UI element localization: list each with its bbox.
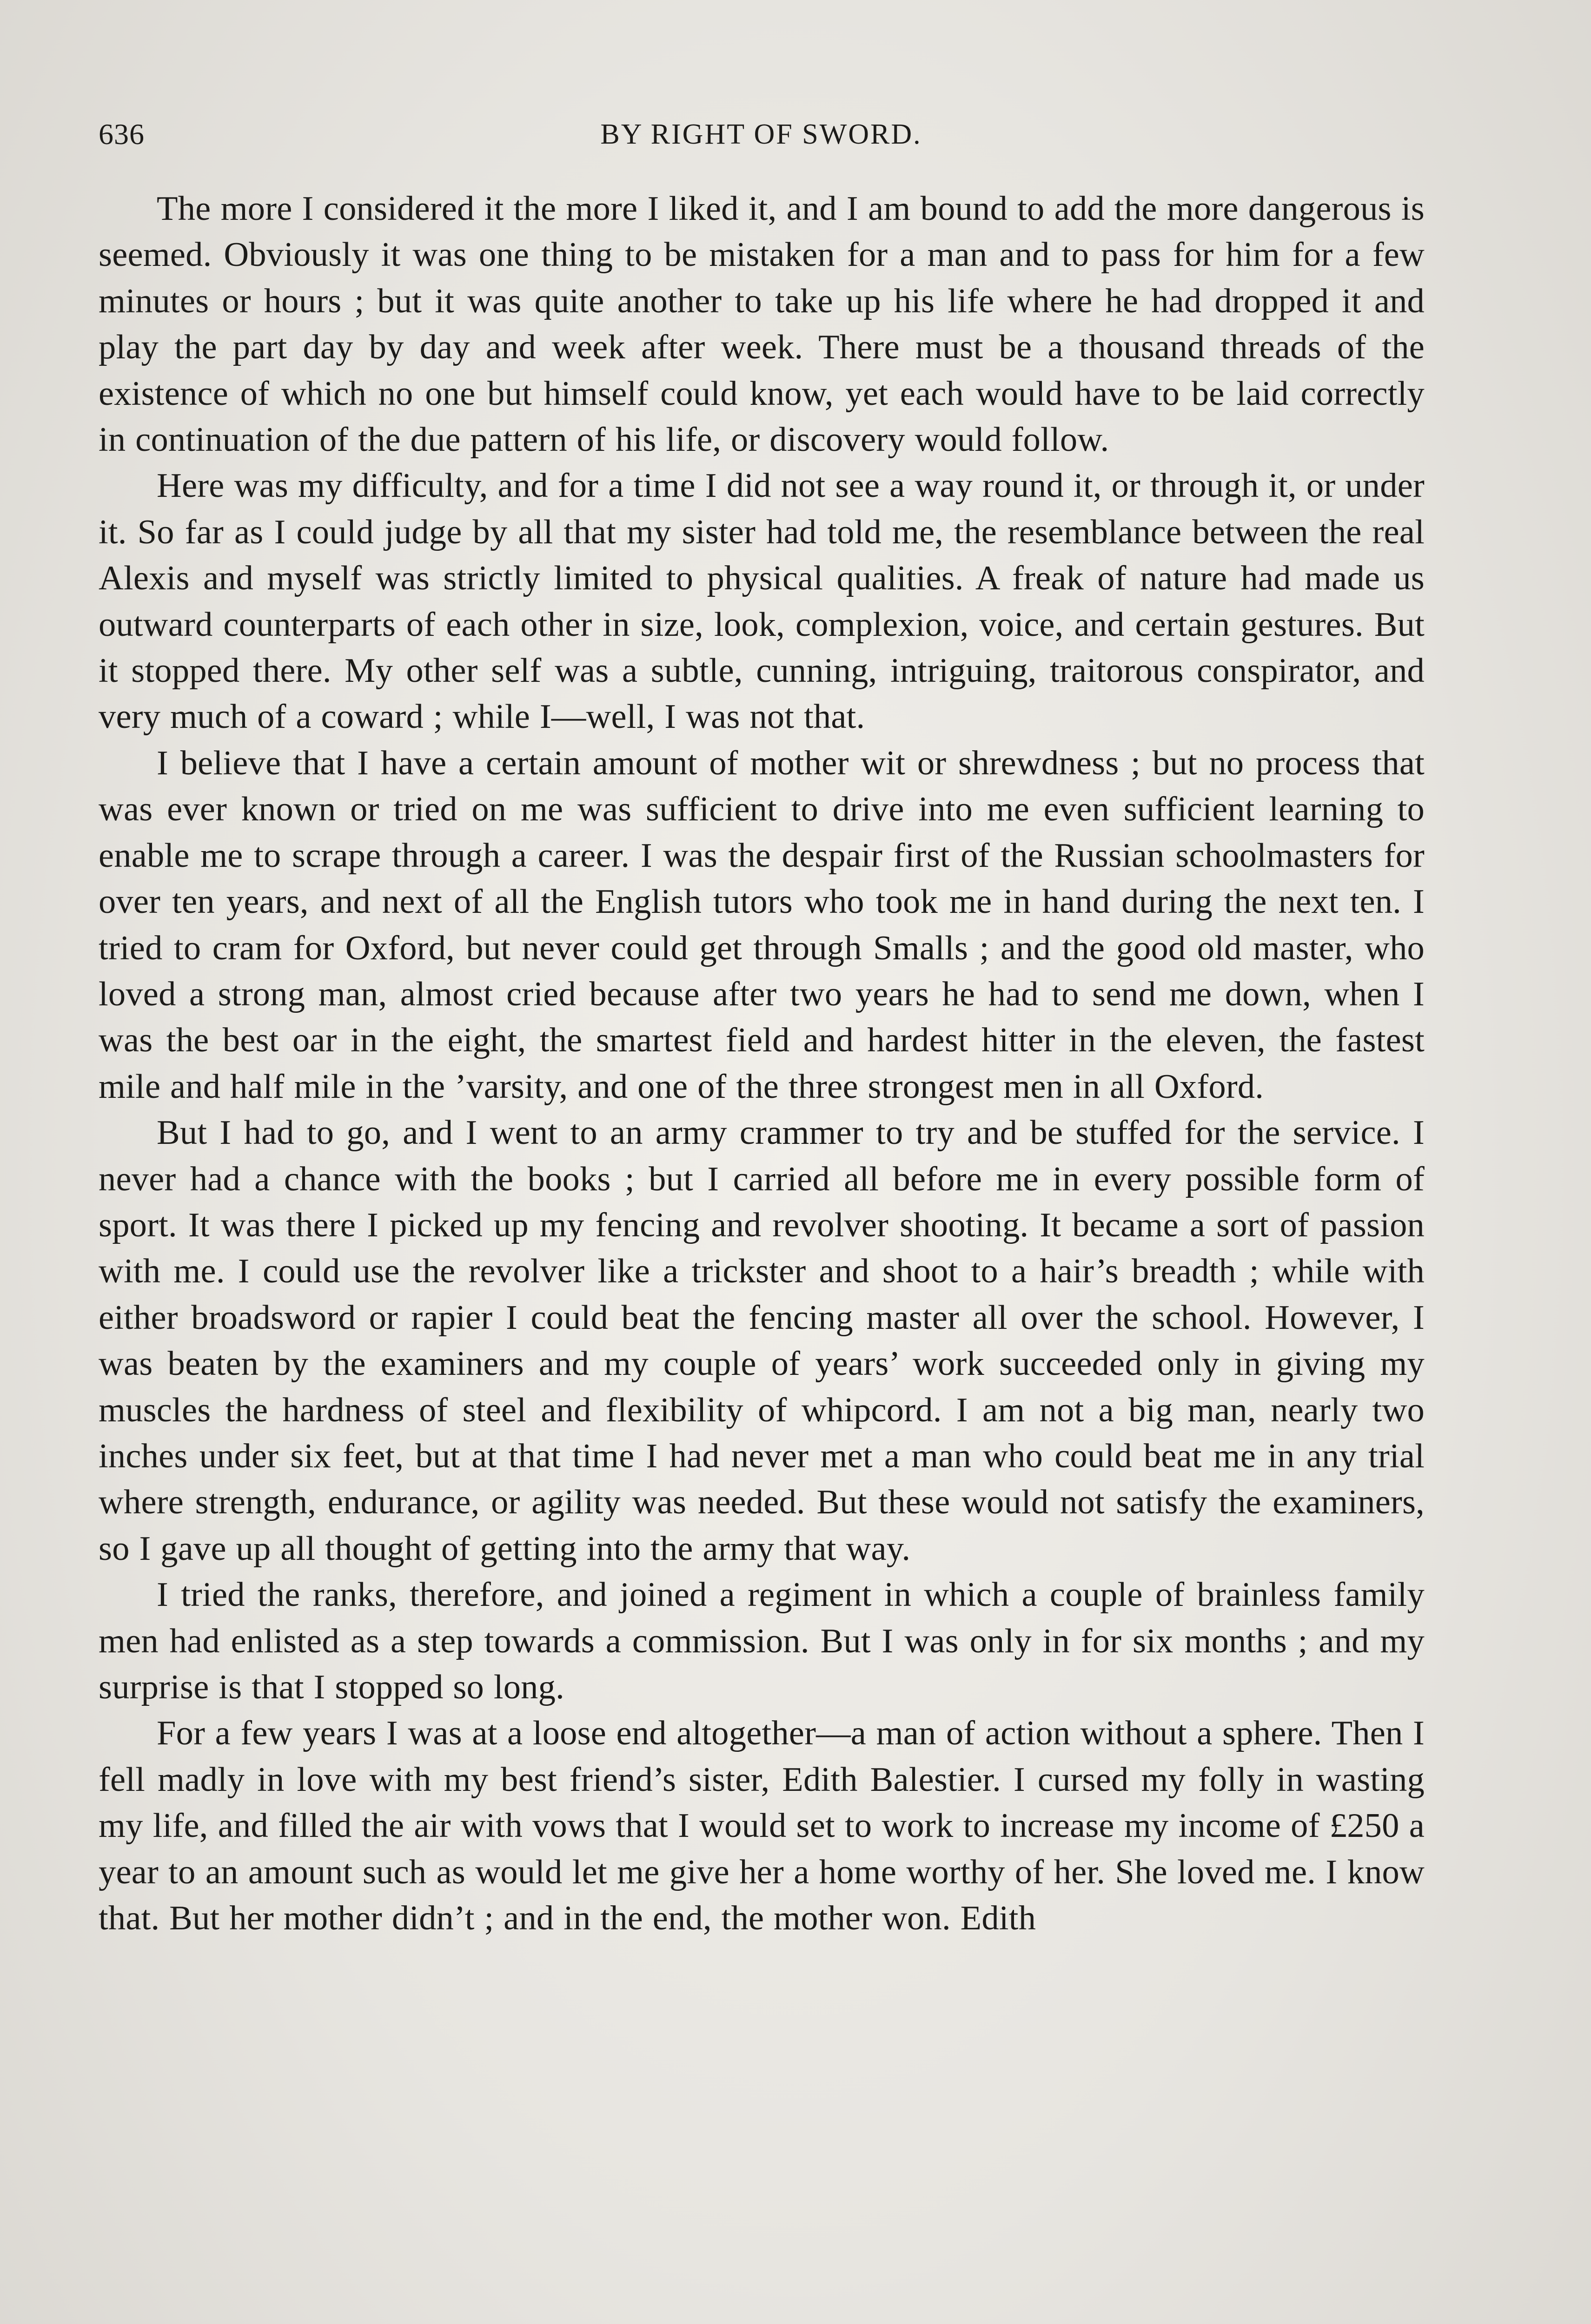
paragraph: For a few years I was at a loose end altogether—a man of action without a sphere. Then I fell madly in love with my best friend’s sister, Edith Balestier. I cursed my folly in wasting my life, and filled the air with vows that I would set to work to increase my income of £250 a year to an amount such as would let me give her a home worthy of her. She loved me. I know that. But her mother didn’t ; and in the end, the mother won. Edith [99,1714,1425,1938]
paragraph: But I had to go, and I went to an army crammer to try and be stuffed for the service. I never had a chance with the books ; but I carried all before me in every possible form of sport. It was there I picked up my fencing and revolver shooting. It became a sort of passion with me. I could use the revolver like a trickster and shoot to a hair’s breadth ; while with either broadsword or rapier I could beat the fencing master all over the school. However, I was beaten by the examiners and my couple of years’ work succeeded only in giving my muscles the hardness of steel and flexibility of whipcord. I am not a big man, nearly two inches under six feet, but at that time I had never met a man who could beat me in any trial where strength, endurance, or agility was needed. But these would not satisfy the examiners, so I gave up all thought of getting into the army that way. [99,1114,1425,1568]
paragraph: The more I considered it the more I liked it, and I am bound to add the more dangerous is seemed. Obviously it was one thing to be mistaken for a man and to pass for him for a few minutes or hours ; but it was quite another to take up his life where he had dropped it and play the part day by day and week after week. There must be a thousand threads of the existence of which no one but himself could know, yet each would have to be laid correctly in continuation of the due pattern of his life, or discovery would follow. [99,190,1425,459]
paragraph: I believe that I have a certain amount of mother wit or shrewdness ; but no process that was ever known or tried on me was sufficient to drive into me even sufficient learning to enable me to scrape through a career. I was the despair first of the Russian schoolmasters for over ten years, and next of all the English tutors who took me in hand during the next ten. I tried to cram for Oxford, but never could get through Smalls ; and the good old master, who loved a strong man, almost cried because after two years he had to send me down, when I was the best oar in the eight, the smartest field and hardest hitter in the eleven, the fastest mile and half mile in the ’varsity, and one of the three strongest men in all Oxford. [99,744,1425,1106]
page-number: 636 [99,118,145,151]
paragraph: I tried the ranks, therefore, and joined a regiment in which a couple of brainless family men had enlisted as a step towards a commission. But I was only in for six months ; and my surprise is that I stopped so long. [99,1576,1425,1706]
body-text [99,186,1425,1941]
page-header [99,108,1424,159]
running-title: BY RIGHT OF SWORD. [600,119,922,150]
paragraph: Here was my difficulty, and for a time I did not see a way round it, or through it, or under it. So far as I could judge by all that my sister had told me, the resemblance between the real Alexis and myself was strictly limited to physical qualities. A freak of nature had made us outward counterparts of each other in size, look, complexion, voice, and certain gestures. But it stopped there. My other self was a subtle, cunning, intriguing, traitorous conspirator, and very much of a coward ; while I—well, I was not that. [99,467,1425,736]
